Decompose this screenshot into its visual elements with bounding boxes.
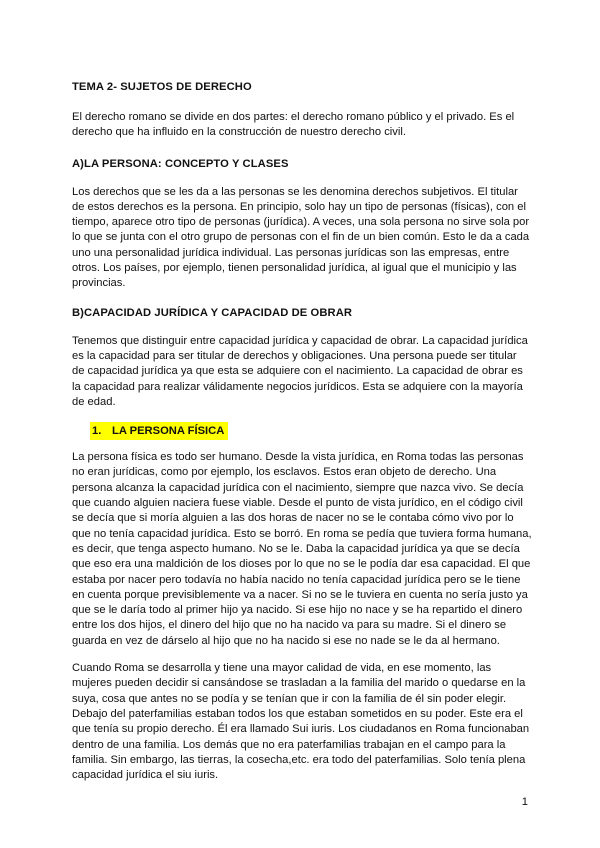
- section-b-paragraph: Tenemos que distinguir entre capacidad jurídica y capacidad de obrar. La capacidad jurídica es la capacidad para ser titular de derechos y obligaciones. Una persona puede ser titular de capacidad jurídica ya que esta se adquiere con el nacimiento. La capacidad de obrar es la capacidad para realizar válidamente negocios jurídicos. Esta se adquiere con la mayoría de edad.: [72, 334, 528, 408]
- subsection-number: 1.: [92, 425, 102, 438]
- document-title: TEMA 2- SUJETOS DE DERECHO: [72, 81, 252, 93]
- intro-paragraph: El derecho romano se divide en dos partes: el derecho romano público y el privado. Es el derecho que ha influido en la construcción de nuestro derecho civil.: [72, 111, 515, 139]
- document-page: [72, 78, 532, 783]
- highlighted-heading: [90, 422, 228, 440]
- subsection-1-paragraph-2: Cuando Roma se desarrolla y tiene una mayor calidad de vida, en ese momento, las mujeres pueden decidir si cansándose se trasladan a la familia del marido o quedarse en la suya, cosa que antes no se podía y se tenían que ir con la familia de él sin poder elegir. Debajo del paterfamilias estaban todos los que estaban sometidos en su poder. Este era el que tenía su propio derecho. Él era llamado Sui iuris. Los ciudadanos en Roma funcionaban dentro de una familia. Los demás que no era paterfamilias trabajan en el campo para la familia. Sin embargo, las tierras, la cosecha,etc. era todo del paterfamilias. Solo tenía plena capacidad jurídica el siu iuris.: [72, 662, 530, 782]
- page-number: 1: [521, 796, 528, 808]
- subsection-1-paragraph-1: La persona física es todo ser humano. Desde la vista jurídica, en Roma todas las personas no eran jurídicas, como por ejemplo, los esclavos. Estos eran objeto de derecho. Una persona alcanza la capacidad jurídica con el nacimiento, siempre que nazca vivo. Se decía que cuando alguien naciera fuese viable. Desde el punto de vista jurídico, en el código civil se decía que si moría alguien a las dos horas de nacer no se le contaba cómo vivo por lo que no tenía capacidad jurídica. Esto se borró. En roma se pedía que tuviera forma humana, es decir, que tenga aspecto humano. No se le. Daba la capacidad jurídica ya que se decía que eso era una maldición de los dioses por lo que no se le podía dar esa capacidad. El que estaba por nacer pero todavía no había nacido no tenía capacidad jurídica pero se le tiene en cuenta porque previsiblemente va a nacer. Si no se le tuviera en cuenta no sería justo ya que se le daría todo al primer hijo ya nacido. Si ese hijo no nace y se ha repartido el dinero entre los dos hijos, el dinero del hijo que no ha nacido va para su madre. Si el dinero se guarda en vez de dárselo al hijo que no ha nacido si ese no nade se le da al hermano.: [72, 451, 532, 647]
- subsection-1-heading: [90, 421, 532, 439]
- subsection-title: LA PERSONA FÍSICA: [112, 425, 225, 438]
- section-b-heading: B)CAPACIDAD JURÍDICA Y CAPACIDAD DE OBRAR: [72, 306, 353, 319]
- section-a-heading: A)LA PERSONA: CONCEPTO Y CLASES: [72, 157, 289, 170]
- section-a-paragraph: Los derechos que se les da a las personas se les denomina derechos subjetivos. El titular de estos derechos es la persona. En principio, solo hay un tipo de personas (físicas), con el tiempo, aparece otro tipo de personas (jurídica). A veces, una sola persona no sirve sola por lo que se junta con el otro grupo de personas con el fin de un bien común. Esto le da a cada uno una personalidad jurídica individual. Las personas jurídicas son las empresas, entre otros. Los países, por ejemplo, tienen personalidad jurídica, al igual que el municipio y las provincias.: [72, 185, 530, 290]
